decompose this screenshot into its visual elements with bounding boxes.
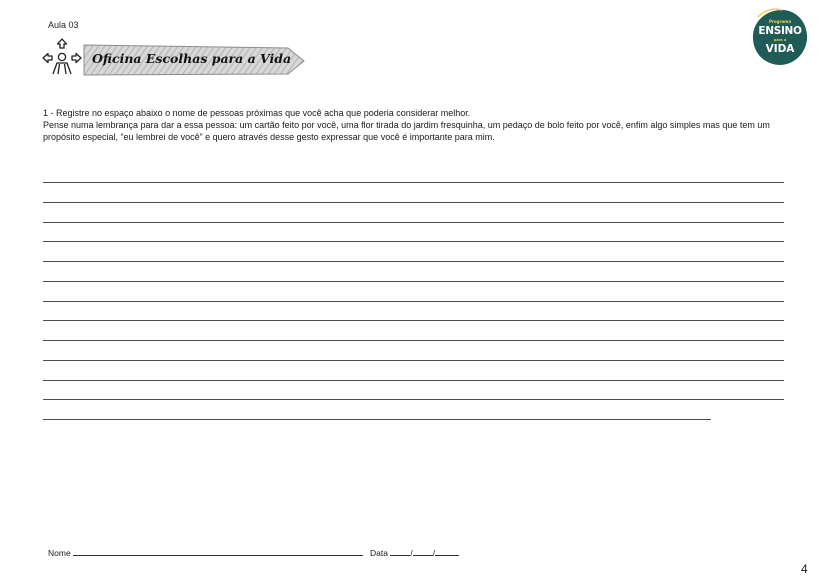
writing-line[interactable]: [43, 399, 784, 400]
writing-line[interactable]: [43, 182, 784, 183]
banner-title: Oficina Escolhas para a Vida: [92, 51, 292, 66]
logo-line-2: ENSINO: [758, 25, 802, 37]
year-blank[interactable]: [432, 546, 459, 558]
name-blank[interactable]: [73, 546, 363, 556]
writing-line[interactable]: [43, 419, 711, 420]
lesson-label: Aula 03: [48, 20, 79, 30]
instruction-line-1: 1 - Registre no espaço abaixo o nome de pessoas próximas que você acha que poderia considerar melhor.: [43, 108, 471, 118]
writing-line[interactable]: [43, 261, 784, 262]
writing-line[interactable]: [43, 241, 784, 242]
writing-area[interactable]: [43, 0, 784, 580]
writing-line[interactable]: [43, 222, 784, 223]
writing-line[interactable]: [43, 301, 784, 302]
page-number: 4: [801, 562, 808, 576]
writing-line[interactable]: [43, 281, 784, 282]
logo-line-1: Programa: [768, 19, 792, 24]
writing-line[interactable]: [43, 360, 784, 361]
instruction-line-2: Pense numa lembrança para dar a essa pessoa: um cartão feito por você, uma flor tirada do jardim fresquinha, um pedaço de bolo feito por você, enfim algo simples mas que tem um propósito especial, “eu lembrei de você” e quero através desse gesto expressar que você é importante para mim.: [43, 120, 770, 142]
name-label: Nome: [48, 548, 71, 558]
date-slash-2: /: [432, 548, 436, 558]
writing-line[interactable]: [43, 320, 784, 321]
logo-line-3: para a: [773, 38, 787, 42]
date-label: Data: [370, 548, 388, 558]
writing-line[interactable]: [43, 380, 784, 381]
logo-line-4: VIDA: [765, 43, 795, 55]
day-blank[interactable]: [390, 546, 413, 558]
writing-line[interactable]: [43, 340, 784, 341]
name-field[interactable]: [48, 546, 363, 558]
month-blank[interactable]: [413, 546, 436, 558]
date-slash-1: /: [410, 548, 413, 558]
date-field[interactable]: [370, 546, 459, 558]
writing-line[interactable]: [43, 202, 784, 203]
